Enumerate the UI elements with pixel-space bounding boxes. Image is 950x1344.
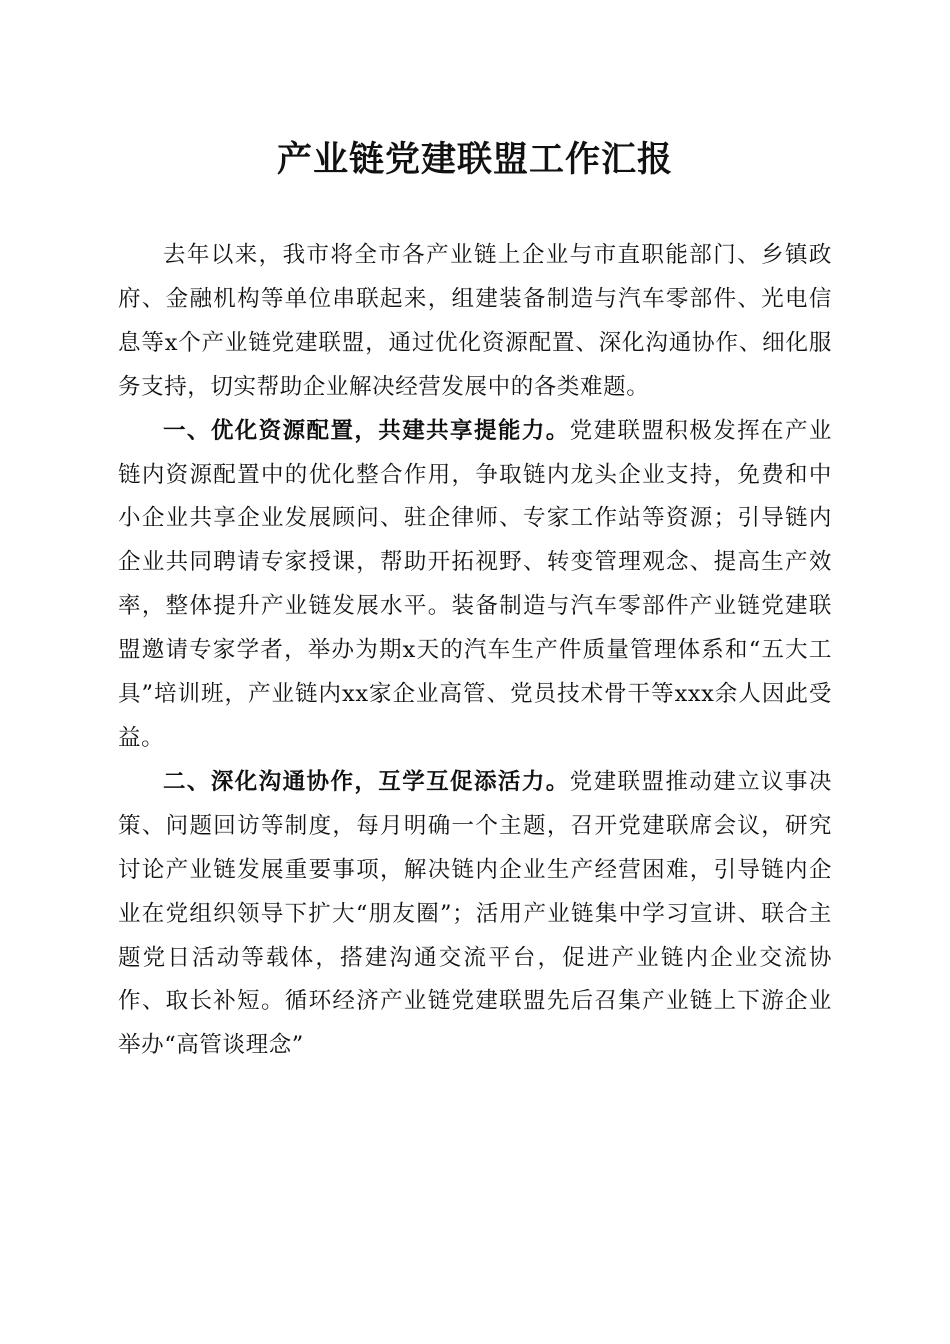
document-body [118, 234, 832, 1068]
paragraph-text: 党建联盟积极发挥在产业链内资源配置中的优化整合作用，争取链内龙头企业支持，免费和中小企业共享企业发展顾问、驻企律师、专家工作站等资源；引导链内企业共同聘请专家授课，帮助开拓视野、转变管理观念、提高生产效率，整体提升产业链发展水平。装备制造与汽车零部件产业链党建联盟邀请专家学者，举办为期x天的汽车生产件质量管理体系和“五大工具”培训班，产业链内xx家企业高管、党员技术骨干等xxx余人因此受益。 [118, 417, 832, 751]
paragraph-text: 去年以来，我市将全市各产业链上企业与市直职能部门、乡镇政府、金融机构等单位串联起来，组建装备制造与汽车零部件、光电信息等x个产业链党建联盟，通过优化资源配置、深化沟通协作、细化服务支持，切实帮助企业解决经营发展中的各类难题。 [118, 242, 832, 400]
paragraph-section-1 [118, 410, 832, 761]
paragraph-heading: 二、深化沟通协作，互学互促添活力。 [163, 768, 570, 795]
paragraph-heading: 一、优化资源配置，共建共享提能力。 [163, 417, 570, 444]
paragraph-intro [118, 234, 832, 410]
paragraph-section-2 [118, 761, 832, 1068]
document-page [118, 130, 832, 1068]
document-title: 产业链党建联盟工作汇报 [276, 139, 673, 180]
paragraph-text: 党建联盟推动建立议事决策、问题回访等制度，每月明确一个主题，召开党建联席会议，研究讨论产业链发展重要事项，解决链内企业生产经营困难，引导链内企业在党组织领导下扩大“朋友圈”；活用产业链集中学习宣讲、联合主题党日活动等载体，搭建沟通交流平台，促进产业链内企业交流协作、取长补短。循环经济产业链党建联盟先后召集产业链上下游企业举办“高管谈理念” [118, 768, 832, 1059]
